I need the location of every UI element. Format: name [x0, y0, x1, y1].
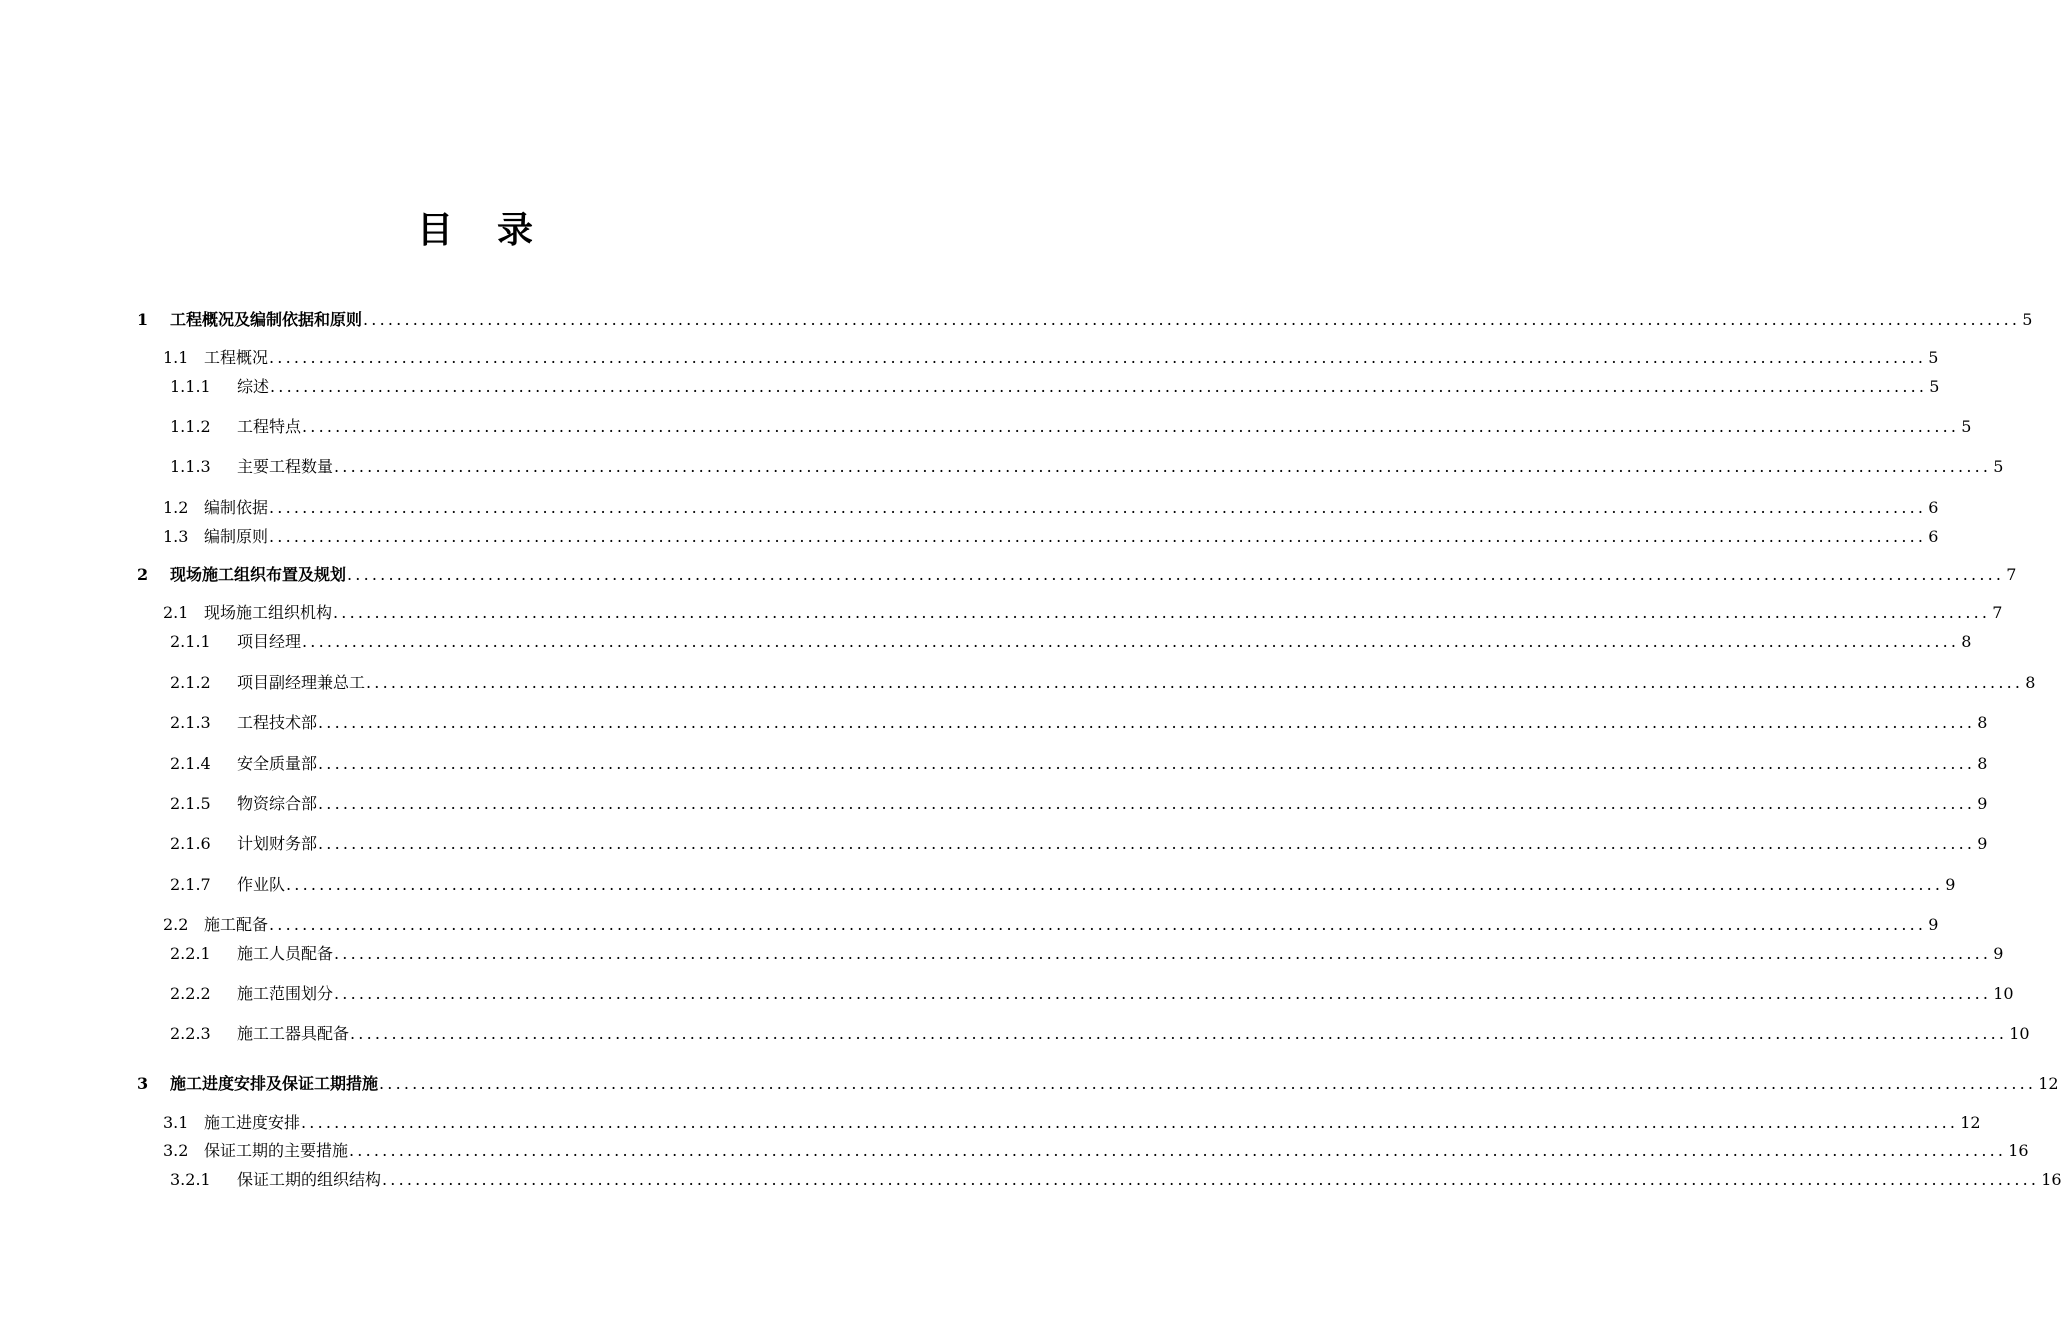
dot-leader: ........................................................................................................................................................................................................ [382, 1170, 2040, 1189]
toc-page-number: 16 [2041, 1170, 2062, 1189]
dot-leader: ........................................................................................................................................................................................................ [334, 457, 1992, 476]
toc-text: 综述 [237, 377, 270, 396]
toc-page-number: 10 [2009, 1024, 2030, 1043]
toc-entry-2-1-5[interactable] [170, 792, 1988, 816]
toc-entry-2-1-7[interactable] [170, 873, 1956, 897]
dot-leader: ........................................................................................................................................................................................................ [334, 944, 1992, 963]
toc-text: 施工工器具配备 [237, 1024, 350, 1043]
toc-page-number: 8 [1977, 754, 1988, 773]
dot-leader: ........................................................................................................................................................................................................ [318, 834, 1976, 853]
toc-text: 编制原则 [204, 527, 269, 546]
dot-leader: ........................................................................................................................................................................................................ [301, 1113, 1959, 1132]
dot-leader: ........................................................................................................................................................................................................ [363, 310, 2021, 329]
toc-entry-1-1-2[interactable] [170, 415, 1972, 439]
toc-entry-2-1-2[interactable] [170, 671, 2036, 695]
dot-leader: ........................................................................................................................................................................................................ [333, 603, 1991, 622]
toc-number: 2.1.5 [170, 794, 211, 813]
dot-leader: ........................................................................................................................................................................................................ [318, 794, 1976, 813]
toc-number: 2 [137, 565, 149, 584]
toc-page-number: 7 [1992, 603, 2003, 622]
toc-text: 编制依据 [204, 498, 269, 517]
toc-page-number: 9 [1977, 794, 1988, 813]
toc-page-number: 9 [1945, 875, 1956, 894]
toc-entry-2[interactable] [137, 563, 2017, 587]
dot-leader: ........................................................................................................................................................................................................ [302, 632, 1960, 651]
dot-leader: ........................................................................................................................................................................................................ [347, 565, 2005, 584]
toc-page-number: 6 [1928, 527, 1939, 546]
toc-text: 现场施工组织布置及规划 [170, 565, 347, 584]
toc-entry-2-1[interactable] [163, 601, 2003, 625]
toc-entry-1-3[interactable] [163, 525, 1939, 549]
toc-text: 工程特点 [237, 417, 302, 436]
dot-leader: ........................................................................................................................................................................................................ [270, 377, 1928, 396]
toc-number: 2.1.3 [170, 713, 211, 732]
toc-entry-1-1[interactable] [163, 346, 1939, 370]
toc-page-number: 8 [1961, 632, 1972, 651]
dot-leader: ........................................................................................................................................................................................................ [269, 915, 1927, 934]
toc-page-number: 12 [1960, 1113, 1981, 1132]
toc-text: 物资综合部 [237, 794, 318, 813]
toc-entry-3-1[interactable] [163, 1111, 1981, 1135]
toc-text: 施工人员配备 [237, 944, 334, 963]
dot-leader: ........................................................................................................................................................................................................ [350, 1024, 2008, 1043]
toc-text: 项目副经理兼总工 [237, 673, 366, 692]
toc-text: 安全质量部 [237, 754, 318, 773]
toc-text: 工程概况 [204, 348, 269, 367]
dot-leader: ........................................................................................................................................................................................................ [302, 417, 1960, 436]
toc-page-number: 6 [1928, 498, 1939, 517]
toc-number: 2.1.6 [170, 834, 211, 853]
toc-text: 项目经理 [237, 632, 302, 651]
toc-entry-2-1-6[interactable] [170, 832, 1988, 856]
toc-page-number: 5 [1929, 377, 1940, 396]
toc-text: 保证工期的组织结构 [237, 1170, 382, 1189]
dot-leader: ........................................................................................................................................................................................................ [334, 984, 1992, 1003]
toc-text: 施工配备 [204, 915, 269, 934]
title-char-2: 录 [497, 210, 534, 251]
toc-number: 3.1 [163, 1113, 189, 1132]
toc-number: 1.2 [163, 498, 189, 517]
toc-number: 1.1.2 [170, 417, 211, 436]
toc-page-number: 12 [2038, 1074, 2059, 1093]
dot-leader: ........................................................................................................................................................................................................ [318, 754, 1976, 773]
toc-page-number: 5 [1928, 348, 1939, 367]
toc-page-number: 9 [1977, 834, 1988, 853]
toc-entry-1-1-1[interactable] [170, 375, 1940, 399]
toc-page-number: 5 [1993, 457, 2004, 476]
toc-page-number: 7 [2006, 565, 2017, 584]
toc-entry-2-1-4[interactable] [170, 752, 1988, 776]
toc-entry-1-1-3[interactable] [170, 455, 2004, 479]
toc-text: 现场施工组织机构 [204, 603, 333, 622]
toc-text: 作业队 [237, 875, 286, 894]
toc-entry-2-1-3[interactable] [170, 711, 1988, 735]
toc-number: 2.1.4 [170, 754, 211, 773]
toc-number: 3.2.1 [170, 1170, 211, 1189]
toc-number: 2.1.1 [170, 632, 211, 651]
toc-text: 计划财务部 [237, 834, 318, 853]
toc-entry-2-2[interactable] [163, 913, 1939, 937]
toc-entry-2-1-1[interactable] [170, 630, 1972, 654]
dot-leader: ........................................................................................................................................................................................................ [318, 713, 1976, 732]
toc-text: 工程概况及编制依据和原则 [170, 310, 363, 329]
toc-entry-1[interactable] [137, 308, 2033, 332]
toc-number: 2.2.2 [170, 984, 211, 1003]
dot-leader: ........................................................................................................................................................................................................ [379, 1074, 2037, 1093]
toc-number: 1 [137, 310, 149, 329]
toc-page-number: 16 [2008, 1141, 2029, 1160]
toc-number: 1.1 [163, 348, 189, 367]
toc-page-number: 8 [2025, 673, 2036, 692]
toc-number: 3 [137, 1074, 149, 1093]
dot-leader: ........................................................................................................................................................................................................ [286, 875, 1944, 894]
toc-text: 主要工程数量 [237, 457, 334, 476]
toc-number: 2.1.7 [170, 875, 211, 894]
toc-number: 2.2.1 [170, 944, 211, 963]
dot-leader: ........................................................................................................................................................................................................ [269, 498, 1927, 517]
toc-text: 施工范围划分 [237, 984, 334, 1003]
toc-text: 施工进度安排及保证工期措施 [170, 1074, 379, 1093]
dot-leader: ........................................................................................................................................................................................................ [269, 348, 1927, 367]
title-char-1: 目 [416, 210, 453, 251]
toc-page-number: 9 [1928, 915, 1939, 934]
dot-leader: ........................................................................................................................................................................................................ [349, 1141, 2007, 1160]
toc-text: 保证工期的主要措施 [204, 1141, 349, 1160]
toc-entry-2-2-3[interactable] [170, 1022, 2030, 1046]
toc-page-number: 10 [1993, 984, 2014, 1003]
toc-text: 工程技术部 [237, 713, 318, 732]
toc-entry-2-2-1[interactable] [170, 942, 2004, 966]
toc-entry-1-2[interactable] [163, 496, 1939, 520]
toc-page-number: 5 [1961, 417, 1972, 436]
toc-page-number: 5 [2022, 310, 2033, 329]
toc-number: 1.1.3 [170, 457, 211, 476]
toc-entry-3-2[interactable] [163, 1139, 2029, 1163]
toc-page-number: 8 [1977, 713, 1988, 732]
toc-number: 3.2 [163, 1141, 189, 1160]
dot-leader: ........................................................................................................................................................................................................ [269, 527, 1927, 546]
toc-number: 1.3 [163, 527, 189, 546]
toc-number: 1.1.1 [170, 377, 211, 396]
toc-page-number: 9 [1993, 944, 2004, 963]
toc-entry-3[interactable] [137, 1072, 2059, 1096]
toc-number: 2.1 [163, 603, 189, 622]
toc-entry-2-2-2[interactable] [170, 982, 2014, 1006]
toc-text: 施工进度安排 [204, 1113, 301, 1132]
dot-leader: ........................................................................................................................................................................................................ [366, 673, 2024, 692]
toc-entry-3-2-1[interactable] [170, 1168, 2062, 1192]
toc-number: 2.2 [163, 915, 189, 934]
page-title [0, 207, 950, 255]
toc-number: 2.2.3 [170, 1024, 211, 1043]
toc-number: 2.1.2 [170, 673, 211, 692]
